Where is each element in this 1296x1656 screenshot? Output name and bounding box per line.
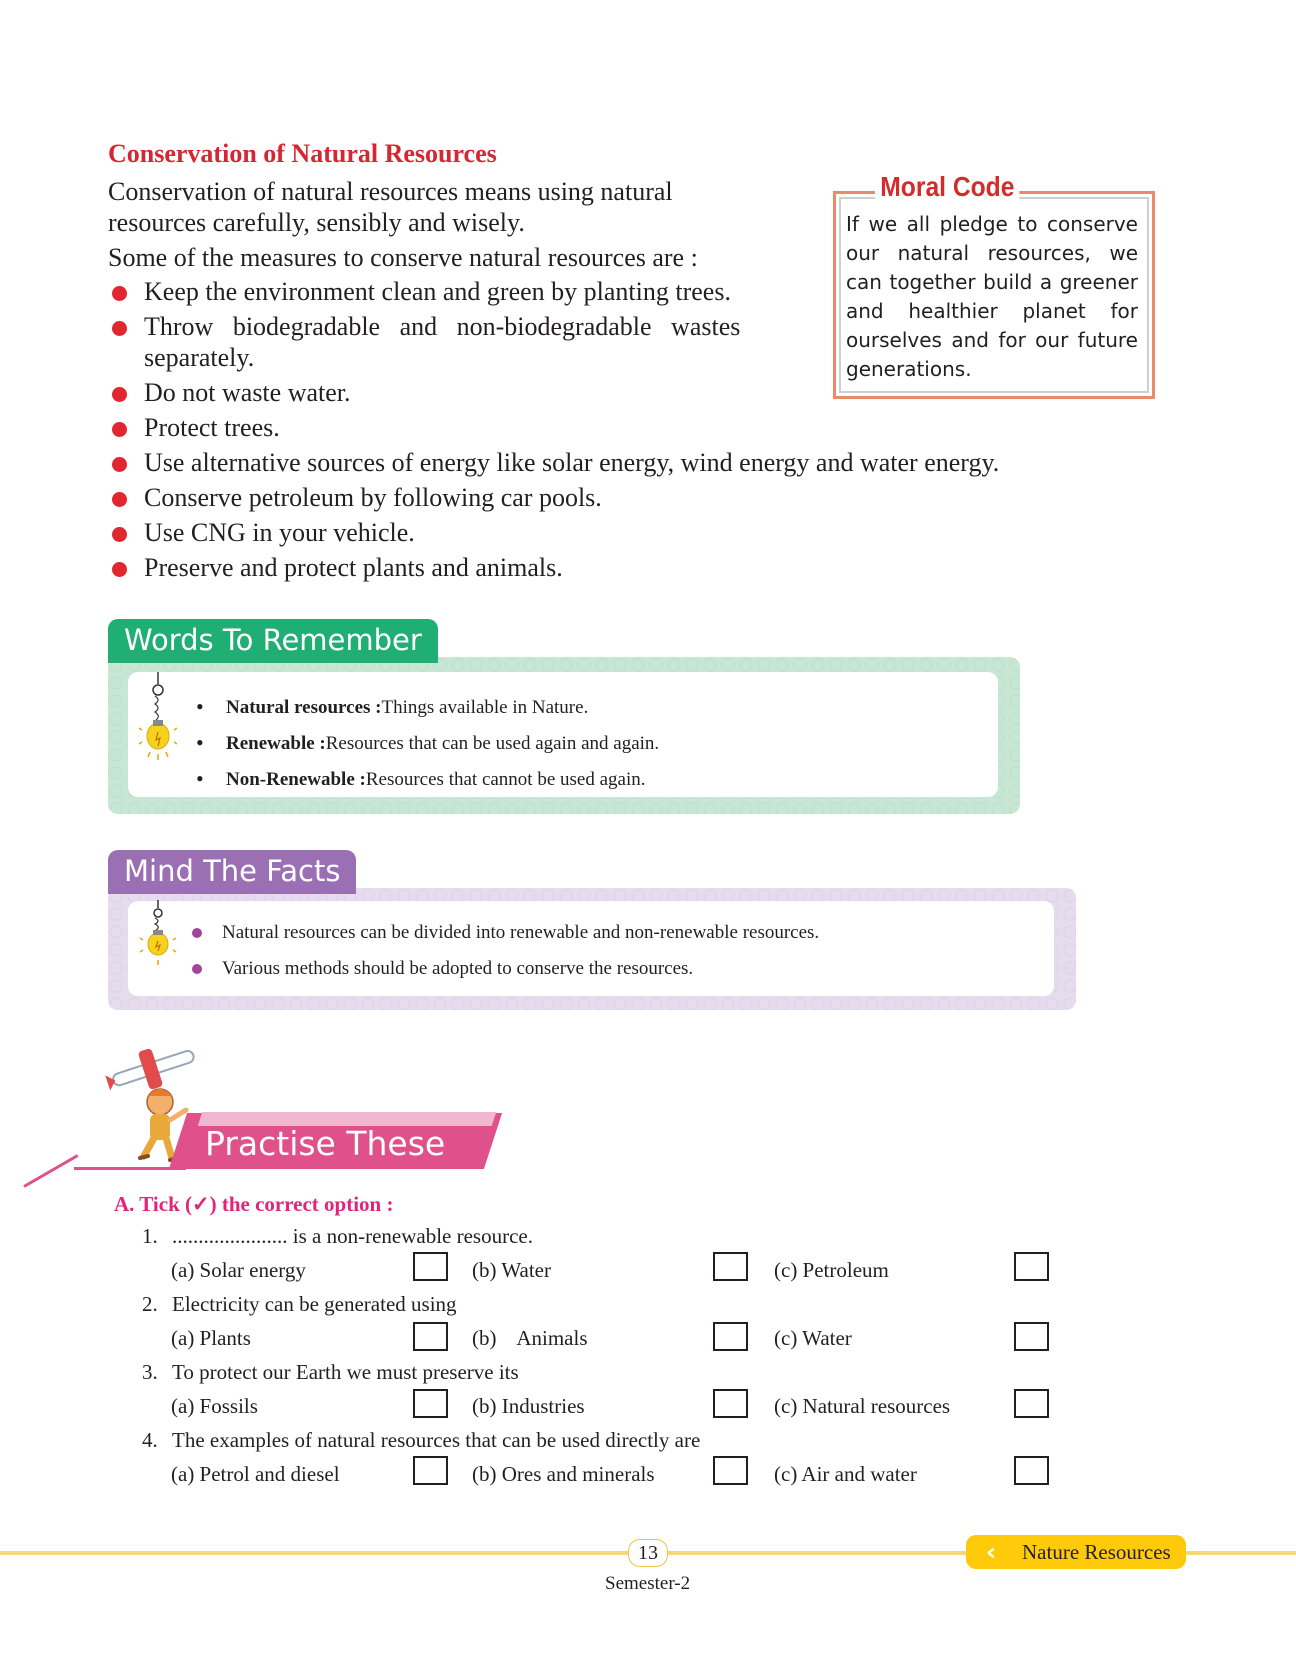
divider — [74, 1167, 186, 1170]
word-item: • Natural resources :Things available in Nature. — [196, 694, 589, 719]
checkbox-q2-a[interactable] — [413, 1322, 448, 1351]
question-number: 4. — [142, 1428, 158, 1452]
option-b: (b) Industries — [472, 1394, 585, 1418]
fact-item: Various methods should be adopted to conserve the resources. — [222, 958, 693, 980]
mind-the-facts-title: Mind The Facts — [108, 850, 356, 894]
intro-line-2: resources carefully, sensibly and wisely. — [108, 208, 525, 237]
question-text: ...................... is a non-renewable resource. — [172, 1224, 533, 1248]
question-text: To protect our Earth we must preserve its — [172, 1360, 519, 1384]
mind-the-facts-card — [128, 901, 1054, 996]
option-b: (b) Animals — [472, 1326, 588, 1350]
words-to-remember-title: Words To Remember — [108, 619, 438, 663]
question-text: Electricity can be generated using — [172, 1292, 457, 1316]
page-number: 13 — [628, 1539, 668, 1567]
checkbox-q4-b[interactable] — [713, 1456, 748, 1485]
option-b: (b) Water — [472, 1258, 551, 1282]
checkbox-q1-a[interactable] — [413, 1252, 448, 1281]
checkbox-q4-a[interactable] — [413, 1456, 448, 1485]
chapter-tab[interactable]: Nature Resources — [966, 1535, 1186, 1569]
option-a: (a) Petrol and diesel — [171, 1462, 340, 1486]
checkbox-q4-c[interactable] — [1014, 1456, 1049, 1485]
option-c: (c) Natural resources — [774, 1394, 951, 1418]
question-number: 2. — [142, 1292, 158, 1316]
fact-item: Natural resources can be divided into renewable and non-renewable resources. — [222, 922, 819, 944]
lightbulb-icon — [138, 670, 178, 770]
option-c: (c) Petroleum — [774, 1258, 889, 1282]
section-a-heading: A. Tick (✓) the correct option : — [114, 1192, 394, 1216]
practise-title: Practise These — [205, 1124, 446, 1163]
lightbulb-icon — [138, 900, 178, 972]
moral-code-title: Moral Code — [875, 171, 1020, 203]
word-item: • Non-Renewable :Resources that cannot be used again. — [196, 766, 646, 791]
option-a: (a) Fossils — [171, 1394, 258, 1418]
moral-code-text: If we all pledge to conserve our natural resources, we can together build a greener and healthier planet for ourselves and for our future generations. — [846, 212, 1138, 381]
checkbox-q3-b[interactable] — [713, 1389, 748, 1418]
semester-label: Semester-2 — [605, 1573, 691, 1594]
checkbox-q3-c[interactable] — [1014, 1389, 1049, 1418]
divider — [23, 1154, 78, 1188]
question-number: 3. — [142, 1360, 158, 1384]
question-text: The examples of natural resources that can be used directly are — [172, 1428, 701, 1452]
intro-line-1: Conservation of natural resources means using natural — [108, 177, 673, 206]
measures-intro: Some of the measures to conserve natural resources are : — [108, 243, 698, 272]
chevron-left-icon: ‹ — [986, 1538, 996, 1566]
option-a: (a) Plants — [171, 1326, 251, 1350]
option-c: (c) Air and water — [774, 1462, 917, 1486]
checkbox-q3-a[interactable] — [413, 1389, 448, 1418]
option-b: (b) Ores and minerals — [472, 1462, 655, 1486]
checkbox-q1-c[interactable] — [1014, 1252, 1049, 1281]
checkbox-q2-c[interactable] — [1014, 1322, 1049, 1351]
question-number: 1. — [142, 1224, 158, 1248]
option-a: (a) Solar energy — [171, 1258, 306, 1282]
checkbox-q2-b[interactable] — [713, 1322, 748, 1351]
checkbox-q1-b[interactable] — [713, 1252, 748, 1281]
option-c: (c) Water — [774, 1326, 852, 1350]
section-title: Conservation of Natural Resources — [108, 139, 497, 168]
word-item: • Renewable :Resources that can be used again and again. — [196, 730, 660, 755]
